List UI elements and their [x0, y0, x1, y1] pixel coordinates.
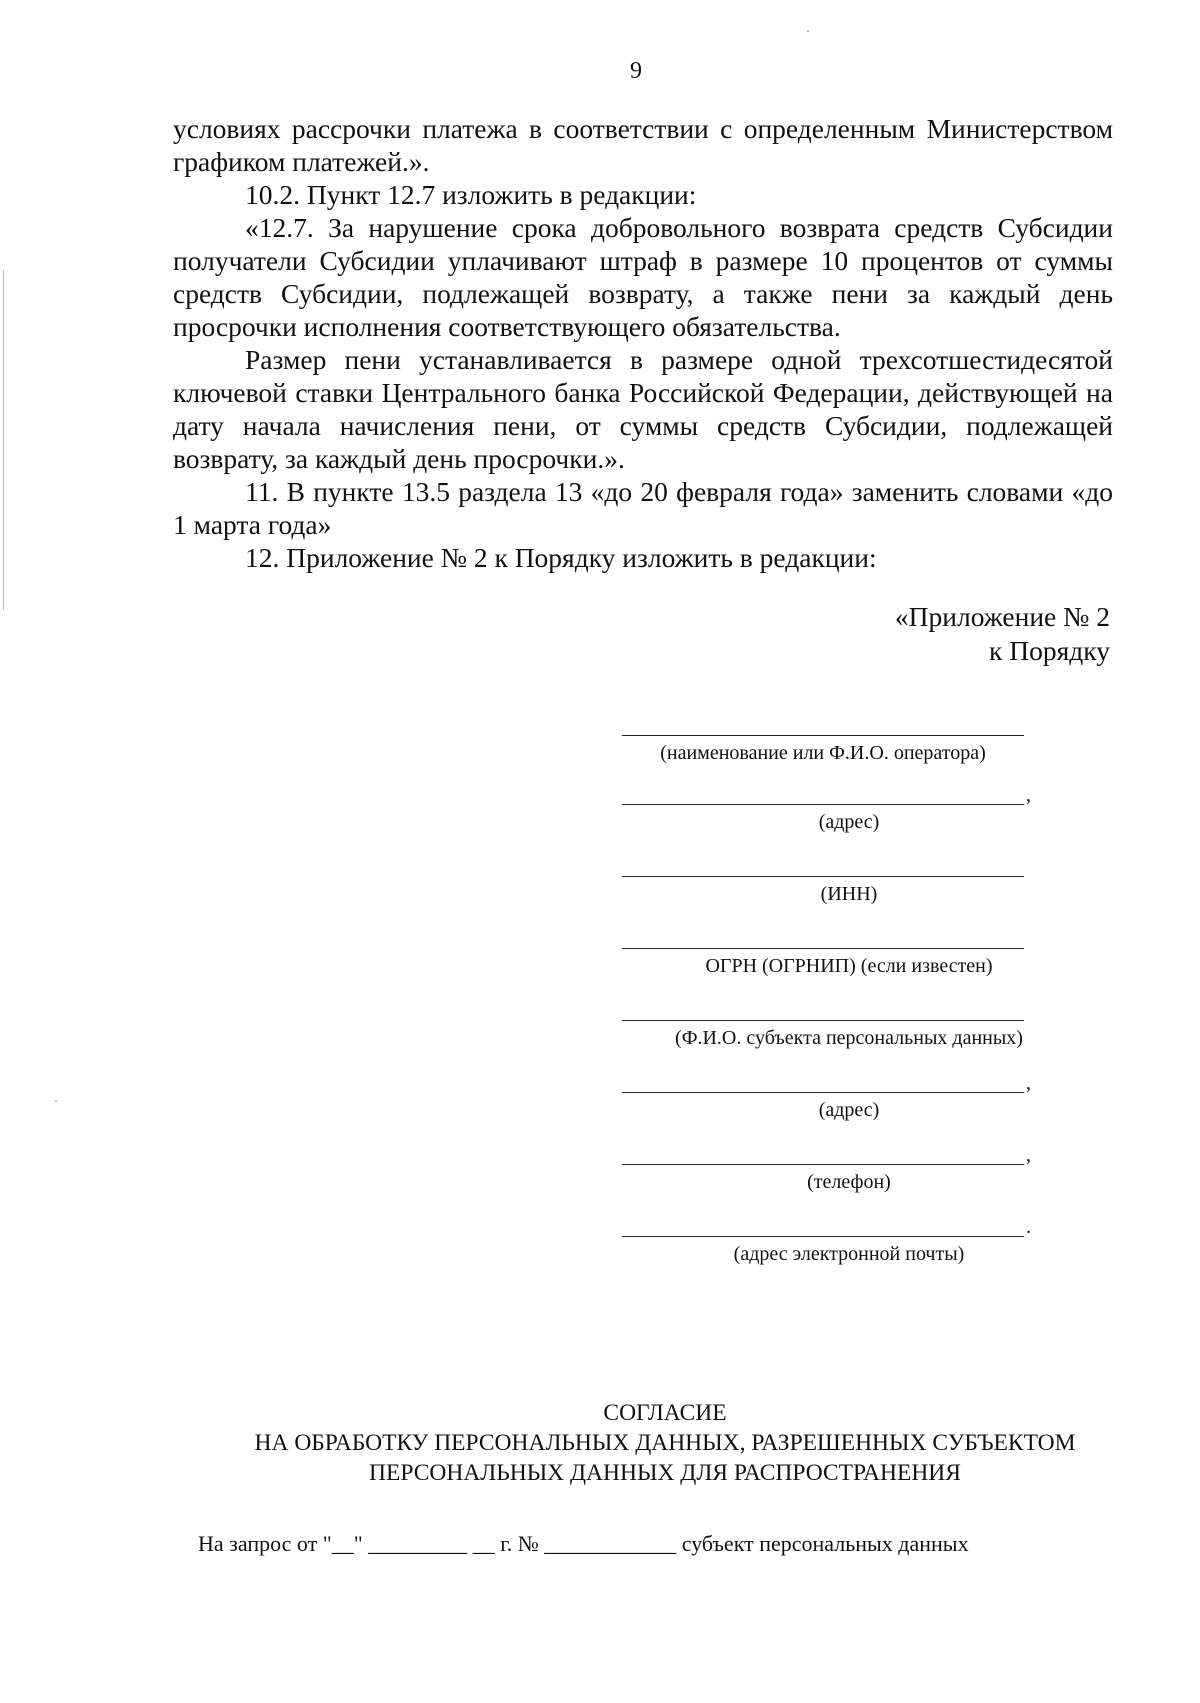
fill-in-line: [622, 1236, 1024, 1237]
paragraph: «12.7. За нарушение срока добровольного возврата средств Субсидии получатели Субсидии уплачивают штраф в размере 10 процентов от суммы средств Субсидии, подлежащей возврату, а также пени за каждый день просрочки исполнения соответствующего обязательства.: [173, 212, 1113, 342]
fill-in-line: [622, 948, 1024, 949]
fill-in-line: [622, 876, 1024, 877]
consent-heading: [200, 1398, 1130, 1488]
body-text: [173, 112, 1113, 574]
field-caption: (наименование или Ф.И.О. оператора): [660, 742, 986, 764]
fill-in-line: [622, 1020, 1024, 1021]
paragraph: 10.2. Пункт 12.7 изложить в редакции:: [245, 179, 697, 210]
consent-subtitle: ПЕРСОНАЛЬНЫХ ДАННЫХ ДЛЯ РАСПРОСТРАНЕНИЯ: [369, 1460, 961, 1486]
appendix-line: к Порядку: [989, 635, 1110, 666]
paragraph: 12. Приложение № 2 к Порядку изложить в редакции:: [245, 542, 877, 573]
scan-edge-mark: [3, 270, 4, 610]
fill-in-line: [622, 1092, 1024, 1093]
request-line: На запрос от "__" _________ __ г. № ____________ субъект персональных данных: [198, 1531, 969, 1556]
field-punctuation: ,: [1026, 1144, 1031, 1166]
field-caption: (адрес): [818, 1099, 880, 1121]
appendix-heading: [895, 600, 1110, 668]
consent-title: СОГЛАСИЕ: [603, 1400, 727, 1426]
field-punctuation: ,: [1026, 784, 1031, 806]
paragraph: Размер пени устанавливается в размере одной трехсотшестидесятой ключевой ставки Центрального банка Российской Федерации, действующей на дату начала начисления пени, от суммы средств Субсидии, подлежащей возврату, за каждый день просрочки.».: [173, 344, 1113, 474]
page-number: 9: [630, 58, 642, 84]
consent-subtitle: НА ОБРАБОТКУ ПЕРСОНАЛЬНЫХ ДАННЫХ, РАЗРЕШЕННЫХ СУБЪЕКТОМ: [254, 1430, 1076, 1456]
fill-in-line: [622, 1164, 1024, 1165]
field-caption: (телефон): [807, 1171, 891, 1193]
scan-dust-mark: [807, 30, 809, 32]
scan-dust-mark: [55, 1100, 57, 1102]
field-caption: (адрес электронной почты): [733, 1243, 965, 1265]
field-caption: ОГРН (ОГРНИП) (если известен): [705, 955, 993, 977]
appendix-line: «Приложение № 2: [894, 601, 1110, 632]
fill-in-line: [622, 804, 1024, 805]
field-caption: (ИНН): [820, 883, 878, 905]
field-punctuation: ,: [1026, 1072, 1031, 1094]
fill-in-line: [622, 735, 1024, 736]
paragraph: условиях рассрочки платежа в соответствии с определенным Министерством графиком платежей.».: [173, 113, 1113, 177]
field-caption: (Ф.И.О. субъекта персональных данных): [675, 1027, 1023, 1049]
field-caption: (адрес): [818, 811, 880, 833]
field-punctuation: .: [1026, 1216, 1031, 1238]
paragraph: 11. В пункте 13.5 раздела 13 «до 20 февраля года» заменить словами «до 1 марта года»: [173, 476, 1113, 540]
